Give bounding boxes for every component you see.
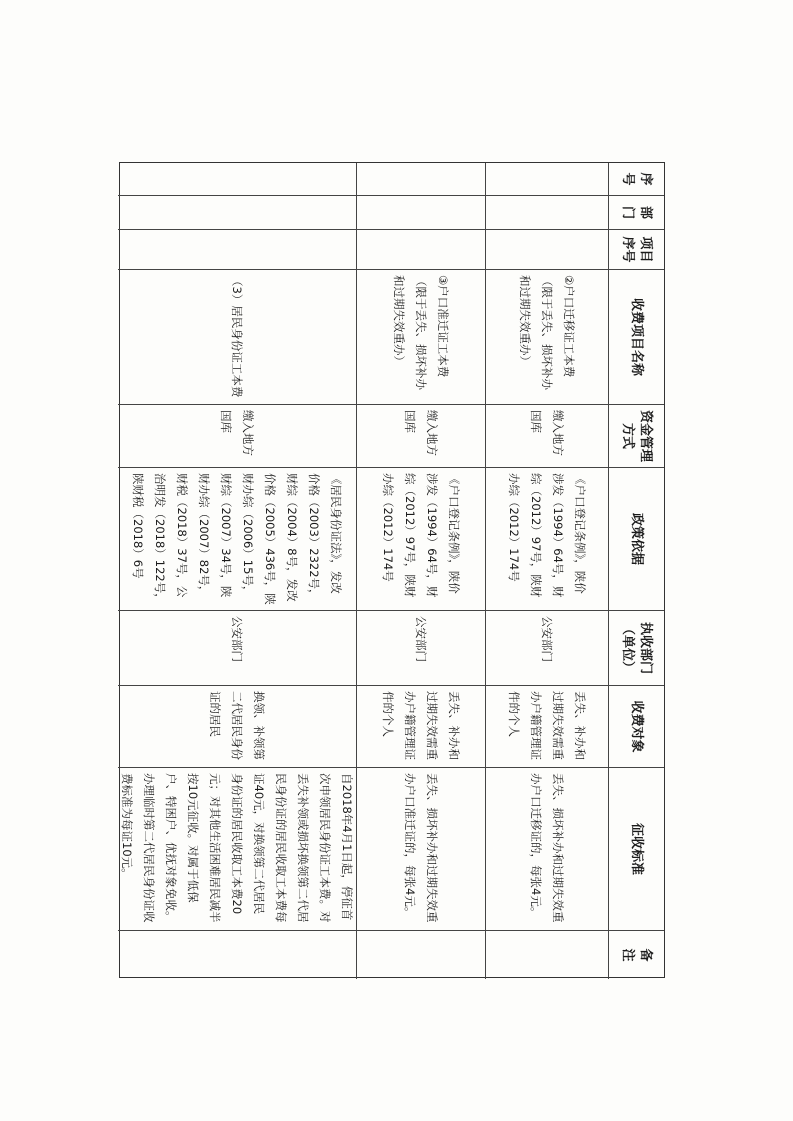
policy-basis-text: 《户口登记条例》，陕价涉发（1994）64号，财综（2012）97号，陕财办综（2012）174号 <box>507 473 587 598</box>
table-row <box>356 163 485 979</box>
fund-management-text: 缴入地方国库 <box>529 410 565 456</box>
cell-fund-management <box>486 405 608 468</box>
cell-remark <box>486 931 608 979</box>
header-charge-standard: 征收标准 <box>609 768 664 931</box>
charge-standard-text: 丢失、损坏补办和过期失效重办户口准迁证的，每张4元。 <box>403 773 439 923</box>
collecting-unit-text: 公安部门 <box>540 616 554 662</box>
cell-collecting-unit <box>118 611 356 686</box>
cell-item-no <box>357 230 485 270</box>
header-dept: 部门 <box>609 196 664 230</box>
cell-seq <box>357 163 485 196</box>
cell-fund-management <box>118 405 356 468</box>
cell-item-no <box>118 230 356 270</box>
cell-seq <box>486 163 608 196</box>
cell-policy-basis <box>486 468 608 611</box>
collecting-unit-text: 公安部门 <box>230 616 244 662</box>
cell-dept <box>486 196 608 230</box>
header-policy-basis: 政策依据 <box>609 468 664 611</box>
cell-charge-target <box>486 686 608 768</box>
charge-target-text: 丢失、补办和过期失效需重办户籍管理证件的个人 <box>507 691 587 760</box>
header-collecting-unit: 执收部门（单位） <box>609 611 664 686</box>
charge-target-text: 丢失、补办和过期失效需重办户籍管理证件的个人 <box>381 691 461 760</box>
cell-remark <box>357 931 485 979</box>
cell-dept <box>118 196 356 230</box>
policy-basis-text: 《户口登记条例》，陕价涉发（1994）64号，财综（2012）97号，陕财办综（2012）174号 <box>381 473 461 598</box>
cell-collecting-unit <box>357 611 485 686</box>
policy-basis-text: 《居民身份证法》，发改价格（2003）2322号，财综（2004）8号，发改价格（2005）436号，陕财办综（2006）15号，财综（2007）34号，陕财办综（2007）82号，财税（2018）37号，公治明发（2018）122号，陕财税（2018）6号 <box>131 473 343 605</box>
charge-standard-text: 自2018年4月1日起，停征首次申领居民身份证工本费。对丢失补领或损坏换领第二代居民身份证的居民收取工本费每证40元，对换领第二代居民身份证的居民收取工本费20元；对其他生活困难居民减半按10元征收。对属于低保户、特困户、优抚对象免收。办理临时第二代居民身份证收费标准为每证10元。 <box>120 773 354 923</box>
cell-collecting-unit <box>486 611 608 686</box>
table-row <box>485 163 608 979</box>
item-name-text: ③户口准迁证工本费（限于丢失、损坏补办和过期失效重办） <box>392 275 450 390</box>
fund-management-text: 缴入地方国库 <box>219 410 255 456</box>
header-fund-management: 资金管理方式 <box>609 405 664 468</box>
cell-remark <box>118 931 356 979</box>
header-item-no: 项目序号 <box>609 230 664 270</box>
cell-dept <box>357 196 485 230</box>
cell-item-name <box>486 270 608 405</box>
item-name-text: （3）居民身份证工本费 <box>230 275 244 398</box>
cell-item-name <box>357 270 485 405</box>
cell-charge-standard <box>118 768 356 931</box>
table-header-row <box>608 163 664 979</box>
cell-item-no <box>486 230 608 270</box>
fee-table <box>119 162 665 978</box>
cell-charge-target <box>357 686 485 768</box>
header-remark: 备 注 <box>620 948 654 975</box>
cell-policy-basis <box>357 468 485 611</box>
cell-fund-management <box>357 405 485 468</box>
cell-item-name <box>118 270 356 405</box>
table-row <box>118 163 356 979</box>
header-seq: 序号 <box>609 163 664 196</box>
header-charge-target: 收费对象 <box>609 686 664 768</box>
charge-standard-text: 丢失、损坏补办和过期失效重办户口迁移证的，每张4元。 <box>529 773 565 923</box>
fund-management-text: 缴入地方国库 <box>403 410 439 456</box>
collecting-unit-text: 公安部门 <box>414 616 428 662</box>
item-name-text: ②户口迁移证工本费（限于丢失、损坏补办和过期失效重办） <box>518 275 576 390</box>
charge-target-text: 换领、补领第二代居民身份证的居民 <box>208 691 266 760</box>
cell-seq <box>118 163 356 196</box>
header-item-name: 收费项目名称 <box>609 270 664 405</box>
cell-charge-standard <box>486 768 608 931</box>
cell-charge-standard <box>357 768 485 931</box>
cell-policy-basis <box>118 468 356 611</box>
cell-charge-target <box>118 686 356 768</box>
